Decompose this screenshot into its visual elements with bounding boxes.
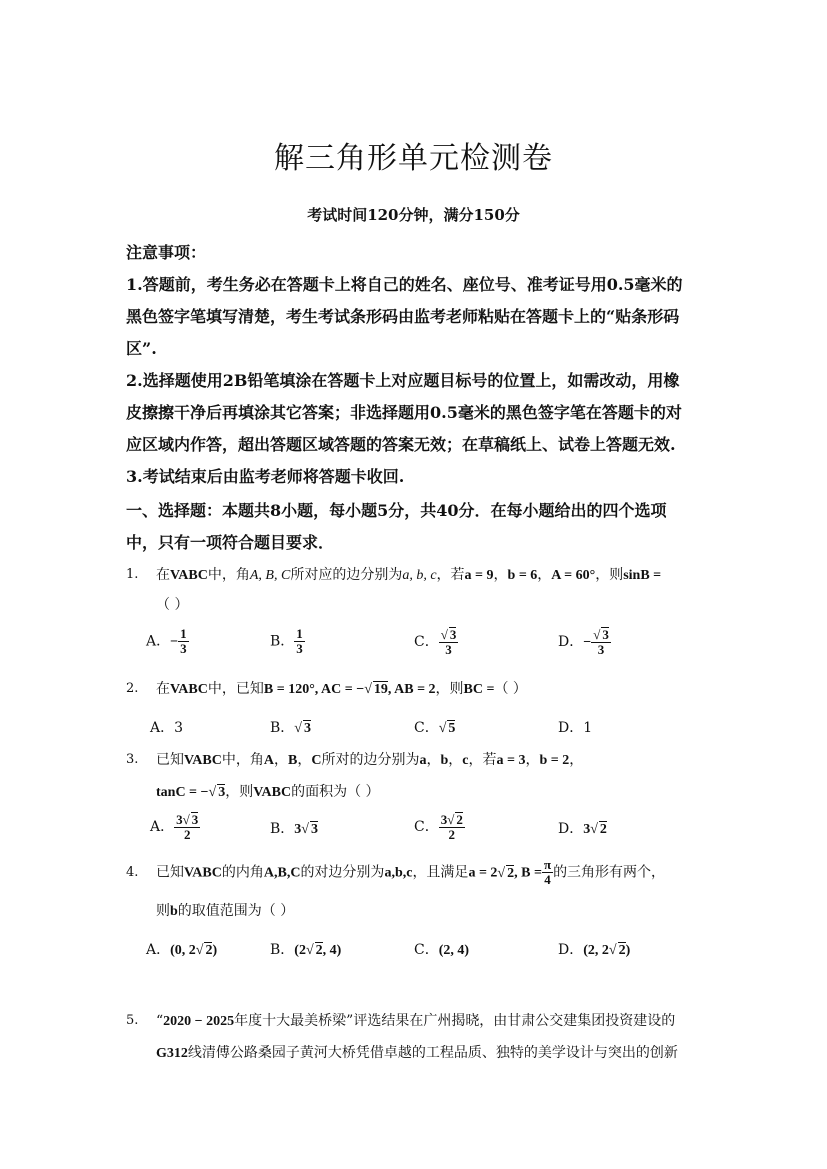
q4-number: 4. (126, 865, 139, 880)
q4-option-c[interactable]: C．(2, 4) (414, 942, 470, 958)
q1-option-d[interactable]: D．− $\frac{√ 3}{3}$ (558, 627, 609, 657)
q3-option-b[interactable]: B．3√ 3 (270, 821, 318, 837)
q2-option-a[interactable]: A．3 (150, 720, 184, 736)
q1-option-a[interactable]: A．− $\frac{1}{3}$ (146, 626, 187, 656)
q1-answer-paren: （ ） (156, 597, 189, 613)
note-line-2: 黑色签字笔填写清楚，考生考试条形码由监考老师粘贴在答题卡上的“贴条形码 (126, 307, 680, 326)
section-heading-line-1: 一、选择题：本题共8小题，每小题5分，共40分．在每小题给出的四个选项 (126, 501, 667, 520)
q3-number: 3. (126, 752, 139, 767)
q2-stem: 在VABC中，已知B = 120°, AC = −√ 19, AB = 2，则BC =（ ） (156, 681, 527, 697)
q3-option-d[interactable]: D．3√ 2 (558, 821, 607, 837)
q5-stem-line-1: “2020 − 2025年度十大最美桥梁”评选结果在广州揭晓，由甘肃公交建集团投资建设的 (156, 1013, 676, 1029)
q5-stem-line-2: G312线清傅公路桑园子黄河大桥凭借卓越的工程品质、独特的美学设计与突出的创新 (156, 1045, 678, 1061)
q4-option-d[interactable]: D．(2, 2√ 2) (558, 942, 631, 958)
q2-option-b[interactable]: B．√ 3 (270, 720, 311, 736)
q3-stem-line-2: tanC = −√ 3，则VABC的面积为（ ） (156, 784, 380, 800)
note-line-3: 区”. (126, 339, 157, 358)
q3-stem-line-1: 已知VABC中，角A，B，C所对的边分别为a，b，c，若a = 3，b = 2， (156, 752, 584, 768)
q3-option-c[interactable]: C． $\frac{3√ 2}{2}$ (414, 812, 463, 842)
q3-option-a[interactable]: A． $\frac{3√ 3}{2}$ (150, 812, 199, 842)
q4-option-b[interactable]: B．(2√ 2, 4) (270, 942, 342, 958)
note-line-7: 3.考试结束后由监考老师将答题卡收回. (126, 467, 405, 486)
q1-option-c[interactable]: C． $\frac{√ 3}{3}$ (414, 627, 457, 657)
q5-number: 5. (126, 1013, 139, 1028)
q1-option-b[interactable]: B． $\frac{1}{3}$ (270, 626, 303, 656)
q4-option-a[interactable]: A．(0, 2√ 2) (146, 942, 218, 958)
q2-option-c[interactable]: C．√ 5 (414, 720, 456, 736)
q1-number: 1. (126, 567, 139, 582)
q4-stem-line-2: 则b的取值范围为（ ） (156, 903, 295, 919)
q4-stem-line-1: 已知VABC的内角A,B,C的对边分别为a,b,c，且满足a = 2√ 2, B = $\frac{\pi}{4}$ 的三角形有两个， (156, 857, 666, 887)
q2-number: 2. (126, 681, 139, 696)
q2-option-d[interactable]: D．1 (558, 720, 593, 736)
exam-info: 考试时间120分钟，满分150分 (307, 206, 520, 224)
page-title: 解三角形单元检测卷 (274, 141, 553, 176)
note-line-1: 1.答题前，考生务必在答题卡上将自己的姓名、座位号、准考证号用0.5毫米的 (126, 275, 683, 294)
notes-heading: 注意事项： (126, 243, 207, 262)
note-line-6: 应区域内作答，超出答题区域答题的答案无效；在草稿纸上、试卷上答题无效. (126, 435, 676, 454)
note-line-4: 2.选择题使用2B铅笔填涂在答题卡上对应题目标号的位置上，如需改动，用橡 (126, 371, 680, 390)
section-heading-line-2: 中，只有一项符合题目要求． (126, 533, 335, 552)
q1-stem: 在VABC中，角A, B, C所对应的边分别为a, b, c，若a = 9，b = 6，A = 60°，则sinB = (156, 567, 662, 583)
note-line-5: 皮擦擦干净后再填涂其它答案；非选择题用0.5毫米的黑色签字笔在答题卡的对 (126, 403, 682, 422)
